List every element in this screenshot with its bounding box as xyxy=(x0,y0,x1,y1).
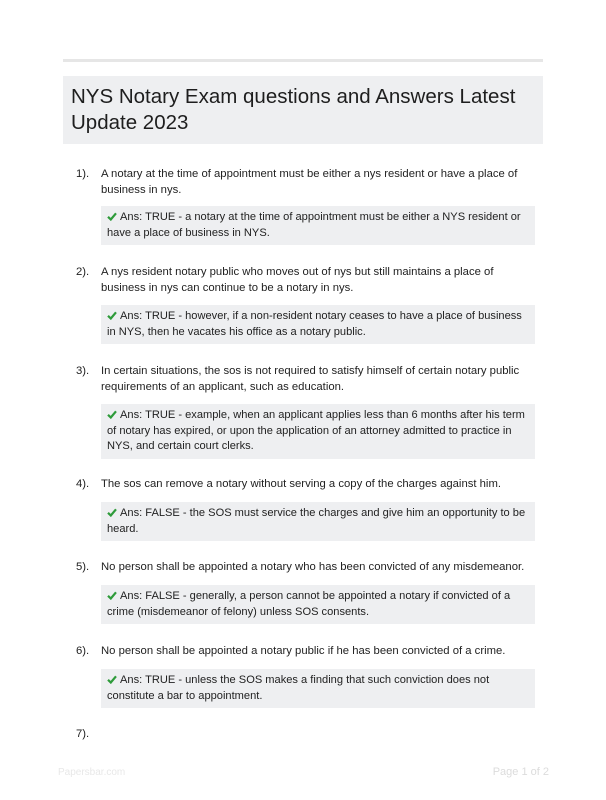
question-text: In certain situations, the sos is not required to satisfy himself of certain notary public requirements of an applicant, such as education. xyxy=(101,365,520,393)
question-text: The sos can remove a notary without serving a copy of the charges against him. xyxy=(101,478,501,490)
answer-box xyxy=(101,404,535,459)
answer-text: Ans: TRUE - example, when an applicant applies less than 6 months after his term of notary has expired, or upon the application of an attorney admitted to practice in NYS, and certain court clerks. xyxy=(107,409,525,452)
page-indicator: Page 1 of 2 xyxy=(492,766,549,778)
answer-text: Ans: FALSE - the SOS must service the charges and give him an opportunity to be heard. xyxy=(107,507,526,535)
question-text: No person shall be appointed a notary public if he has been convicted of a crime. xyxy=(101,645,506,657)
checkmark-icon xyxy=(107,311,117,320)
question-number: 6). xyxy=(76,645,90,657)
question-text: A notary at the time of appointment must be either a nys resident or have a place of business in nys. xyxy=(101,168,518,196)
question-number: 2). xyxy=(76,266,90,278)
answer-box xyxy=(101,585,535,624)
answer-text: Ans: FALSE - generally, a person cannot be appointed a notary if convicted of a crime (misdemeanor of felony) unless SOS consents. xyxy=(107,590,511,618)
question-number: 7). xyxy=(76,728,90,740)
question-text: No person shall be appointed a notary who has been convicted of any misdemeanor. xyxy=(101,561,525,573)
checkmark-icon xyxy=(107,410,117,419)
checkmark-icon xyxy=(107,591,117,600)
top-divider xyxy=(63,59,543,62)
answer-box xyxy=(101,206,535,245)
question-number: 1). xyxy=(76,168,90,180)
answer-text: Ans: TRUE - however, if a non-resident notary ceases to have a place of business in NYS, then he vacates his office as a notary public. xyxy=(107,310,522,338)
footer-watermark: Papersbar.com xyxy=(58,767,126,778)
answer-text: Ans: TRUE - a notary at the time of appointment must be either a NYS resident or have a place of business in NYS. xyxy=(107,211,521,239)
answer-box xyxy=(101,502,535,541)
answer-box xyxy=(101,669,535,708)
question-number: 5). xyxy=(76,561,90,573)
answer-box xyxy=(101,305,535,344)
question-number: 4). xyxy=(76,478,90,490)
answer-text: Ans: TRUE - unless the SOS makes a finding that such conviction does not constitute a bar to appointment. xyxy=(107,674,490,702)
checkmark-icon xyxy=(107,508,117,517)
checkmark-icon xyxy=(107,212,117,221)
question-number: 3). xyxy=(76,365,90,377)
title-banner xyxy=(63,76,543,144)
question-text: A nys resident notary public who moves out of nys but still maintains a place of business in nys can continue to be a notary in nys. xyxy=(101,266,494,294)
document-title: NYS Notary Exam questions and Answers Latest Update 2023 xyxy=(71,85,516,134)
checkmark-icon xyxy=(107,675,117,684)
